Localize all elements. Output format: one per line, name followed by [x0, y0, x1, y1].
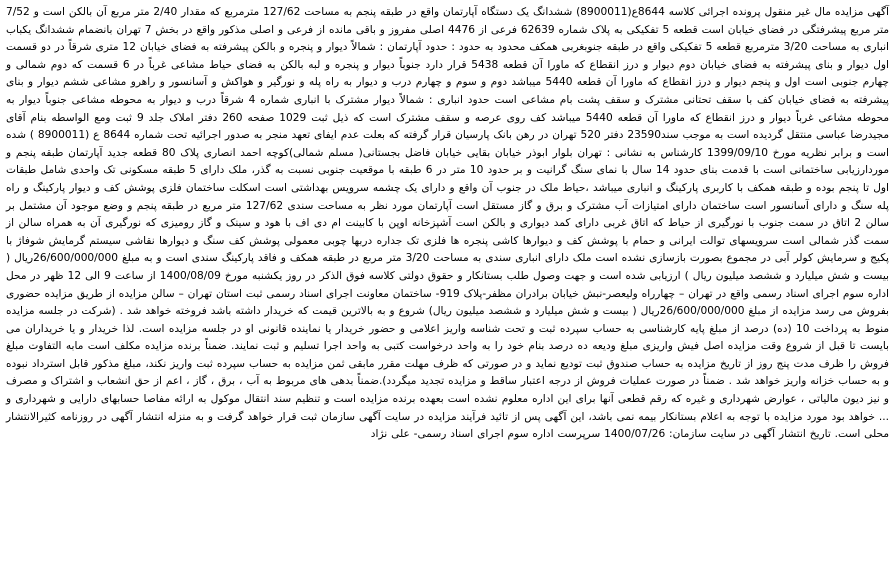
notice-body: آگهی مزایده مال غیر منقول پرونده اجرائی کلاسه 8644ع(8900011) ششدانگ یک دستگاه آپارتمان واقع در طبقه پنجم به مساحت 127/62 مترمربع که مقدار 2/40 متر مربع آن بالکن است و 7/52 متر مربع پیشرفتگی در فضای خیابان است قطعه 5 تفکیکی به پلاک شماره 62639 فرعی از 4476 اصلی مفروز و باقی مانده از فرعی و اصلی مذکور واقع در بخش 7 تهران بانضمام ششدانگ یکباب انباری به مساحت 3/20 مترمربع قطعه 5 تفکیکی واقع در طبقه جنوبغربی همکف محدود به حدود : حدود آپارتمان : شمالاً دیوار و پنجره و بالکن پیشرفته به فضای خیابان 12 متری شرقاً در دو قسمت اول دیوار و بنای پیشرفته به فضای خیابان دوم دیوار و درز انقطاع که ماورا آن قطعه 5438 قرار دارد جنوباً دیوار و پنجره و لبه بالکن به فضای حیاط مشاعی غرباً در 6 قسمت که دوم شمالی و چهارم جنوبی است اول و پنجم دیوار و درز انقطاع که ماورا آن قطعه 5440 میباشد دوم و سوم و چهارم درب و دیوار به راه پله و نورگیر و هواکش و آسانسور و راهرو مشاعی ششم دیوار و بنای پیشرفته به فضای خیابان کف با سقف تحتانی مشترک و سقف پشت بام مشاعی است حدود انباری : شمالاً دیوار مشترک با انباری شماره 4 شرقاً درب و دیوار به محوطه مشاعی جنوباً دیوار به محوطه مشاعی غرباً دیوار و درز انقطاع که ماورا آن قطعه 5440 میباشد کف روی عرصه و سقف مشترک است که ذیل ثبت 1029 صفحه 260 دفتر املاک جلد 9 ثبت ومع الواسطه بنام آقای مجیدرضا عباسی منتقل گردیده است به موجب سند23590 دفتر 520 تهران در رهن بانک پارسیان قرار گرفته که بعلت عدم ایفای تعهد منجر به صدور اجرائیه تحت شماره 8644 ع (8900011 ) شده است و برابر نظریه مورخ 1399/09/10 کارشناس به نشانی : تهران بلوار ابوذر خیابان بقایی خیابان فاضل بجستانی( مسلم شمالی)کوچه احمد انصاری پلاک 80 قطعه جدید آپارتمان طبقه پنجم و موردارزیابی ساختمانی است با قدمت بنای حدود 14 سال با نمای سنگ گرانیت و بر حدود 10 متر در 6 طبقه با موقعیت جنوبی نسبت به گذر، ملک دارای 5 طبقه مسکونی تک واحدی شامل طبقات اول تا پنجم بوده و طبقه همکف با کاربری پارکینگ و انباری میباشد ،حیاط ملک در جنوب آن واقع و دارای یک چشمه سرویس بهداشتی است اسکلت ساختمان فلزی پوشش کف و دیوار پارکینگ و راه پله سنگ و دارای آسانسور است ساختمان دارای امتیازات آب مشترک و برق و گاز مستقل است آپارتمان مورد نظر به مساحت سندی 127/62 متر مربع در طبقه پنجم و وضع موجود آن مشتمل بر سالن 2 اتاق در سمت جنوب با نورگیری از حیاط که اتاق غربی دارای کمد دیواری و بالکن است آشپزخانه اوپن با کابینت ام دی اف با هود و سینک و گاز رومیزی که نورگیری آن به همراه سالن از سمت گذر شمالی است سرویسهای توالت ایرانی و حمام با پوشش کف و دیوارها کاشی پنجره ها فلزی تک جداره دربها چوبی معمولی پوشش کف سنگ و دیوارها نقاشی سیستم گرمایش شوفاژ با پکیج و سرمایش کولر آبی در مجموع بصورت بازسازی نشده است ملک دارای انباری سندی به مساحت 3/20 متر مربع در طبقه همکف و فاقد پارکینگ سندی است و به مبلغ 26/600/000/000ریال ( بیست و شش میلیارد و ششصد میلیون ریال ) ارزیابی شده است و جهت وصول طلب بستانکار و حقوق دولتی کلاسه فوق الذکر در روز یکشنبه مورخ 1400/08/09 از ساعت 9 الی 12 ظهر در محل اداره سوم اجرای اسناد رسمی واقع در تهران – چهارراه ولیعصر-نبش خیابان برادران مظفر-پلاک 919- ساختمان معاونت اجرای اسناد رسمی ثبت استان تهران – سالن مزایده از طریق مزایده حضوری بفروش می رسد مزایده از مبلغ 26/600/000/000ریال ( بیست و شش میلیارد و ششصد میلیون ریال) شروع و به بالاترین قیمت که خریدار داشته باشد فروخته خواهد شد . (شرکت در جلسه مزایده منوط به پرداخت 10 (ده) درصد از مبلغ پایه کارشناسی به حساب سپرده ثبت و تحت شناسه واریز اعلامی و حضور خریدار یا نماینده قانونی او در جلسه مزایده است. لذا خریدار و یا خریداران می بایست تا قبل از شروع وقت مزایده اصل فیش واریزی مبلغ ودیعه ده درصد بنام خود را به واحد درخواست کتبی به واحد اجرا تسلیم و ثبت نمایند. ضمناً برنده مزایده مکلف است مابه التفاوت مبلغ فروش را ظرف مدت پنج روز از تاریخ مزایده به حساب صندوق ثبت تودیع نماید و در صورتی که ظرف مهلت مقرر مابقی ثمن مزایده به حساب سپرده ثبت واریز نکند، مبلغ مذکور قابل استرداد نبوده و به حساب خزانه واریز خواهد شد . ضمناً در صورت عملیات فروش از درجه اعتبار ساقط و مزایده تجدید میگردد).ضمناً بدهی های مربوط به آب ، برق ، گاز ، اعم از حق انشعاب و اشتراک و مصرف و نیز دیون مالیاتی ، عوارض شهرداری و غیره که رقم قطعی آنها برای این اداره معلوم نشده است بعهده برنده مزایده است و تنظیم سند انتقال موکول به ارائه مفاصا حسابهای دارایی و شهرداری و ... خواهد بود مورد مزایده با توجه به اعلام بستانکار بیمه نمی باشد، این آگهی پس از تائید فرآیند مزایده در سایت آگهی سازمان ثبت قرار خواهد گرفت و به منزله انتشار آگهی در روزنامه کثیرالانتشار محلی است. تاریخ انتشار آگهی در سایت سازمان: 1400/07/26 سرپرست اداره سوم اجرای اسناد رسمی- علی نژاد	[6, 6, 890, 441]
auction-notice-text	[6, 4, 889, 567]
